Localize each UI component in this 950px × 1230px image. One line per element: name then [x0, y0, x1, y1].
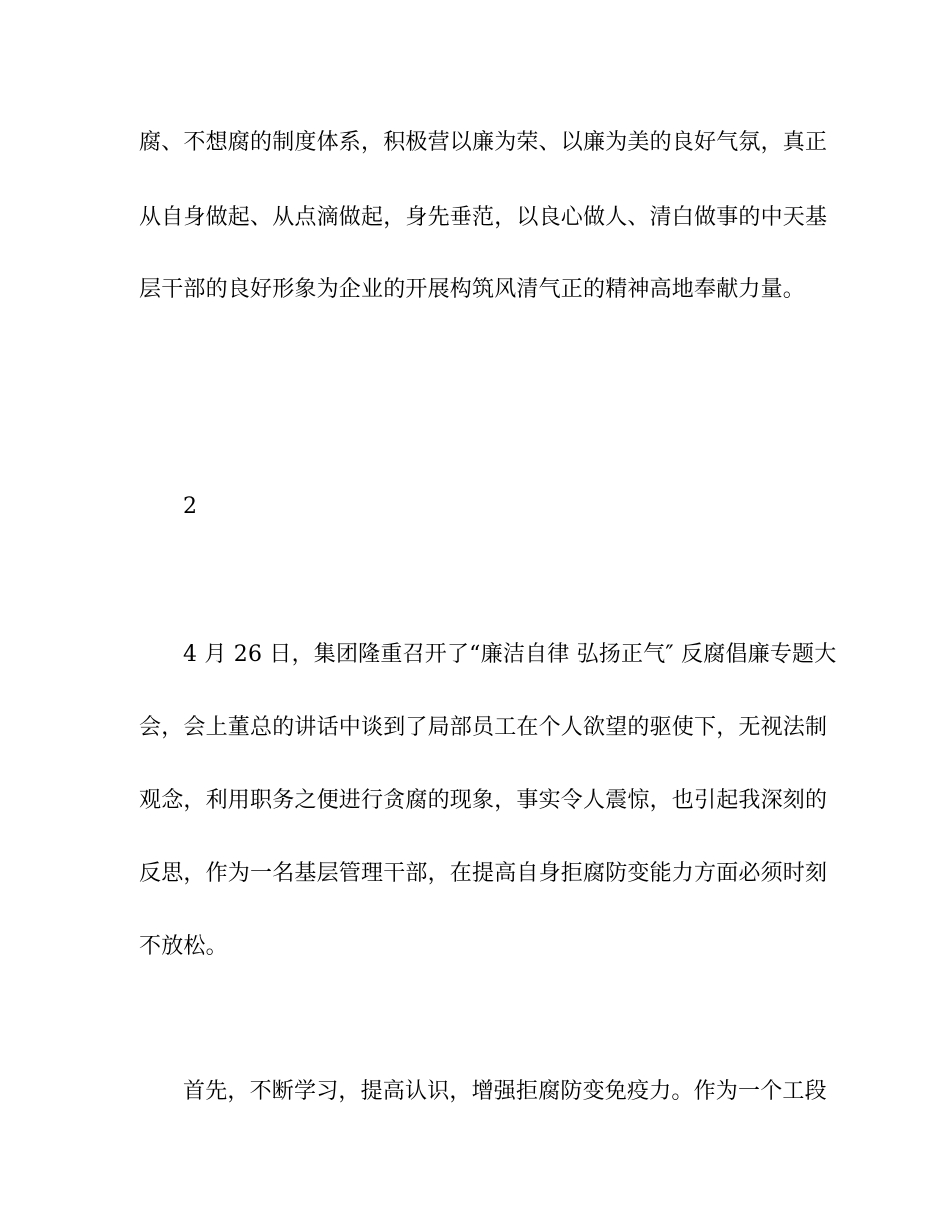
paragraph-line: 4 月 26 日，集团隆重召开了“廉洁自律 弘扬正气″ 反腐倡廉专题大: [183, 642, 837, 667]
paragraph-line: 会，会上董总的讲话中谈到了局部员工在个人欲望的驱使下，无视法制: [139, 715, 828, 740]
paragraph-line: 观念，利用职务之便进行贪腐的现象，事实令人震惊，也引起我深刻的: [139, 788, 828, 813]
paragraph-line: 反思，作为一名基层管理干部，在提高自身拒腐防变能力方面必须时刻: [139, 861, 828, 886]
paragraph-line: 腐、不想腐的制度体系，积极营以廉为荣、以廉为美的良好气氛，真正: [139, 130, 828, 155]
paragraph-line: 从自身做起、从点滴做起，身先垂范，以良心做人、清白做事的中天基: [139, 205, 828, 230]
paragraph-line: 层干部的良好形象为企业的开展构筑风清气正的精神高地奉献力量。: [139, 277, 806, 302]
paragraph-line: 不放松。: [139, 934, 228, 959]
paragraph-line: 首先，不断学习，提高认识，增强拒腐防变免疫力。作为一个工段: [183, 1079, 827, 1104]
section-number: 2: [183, 494, 198, 519]
